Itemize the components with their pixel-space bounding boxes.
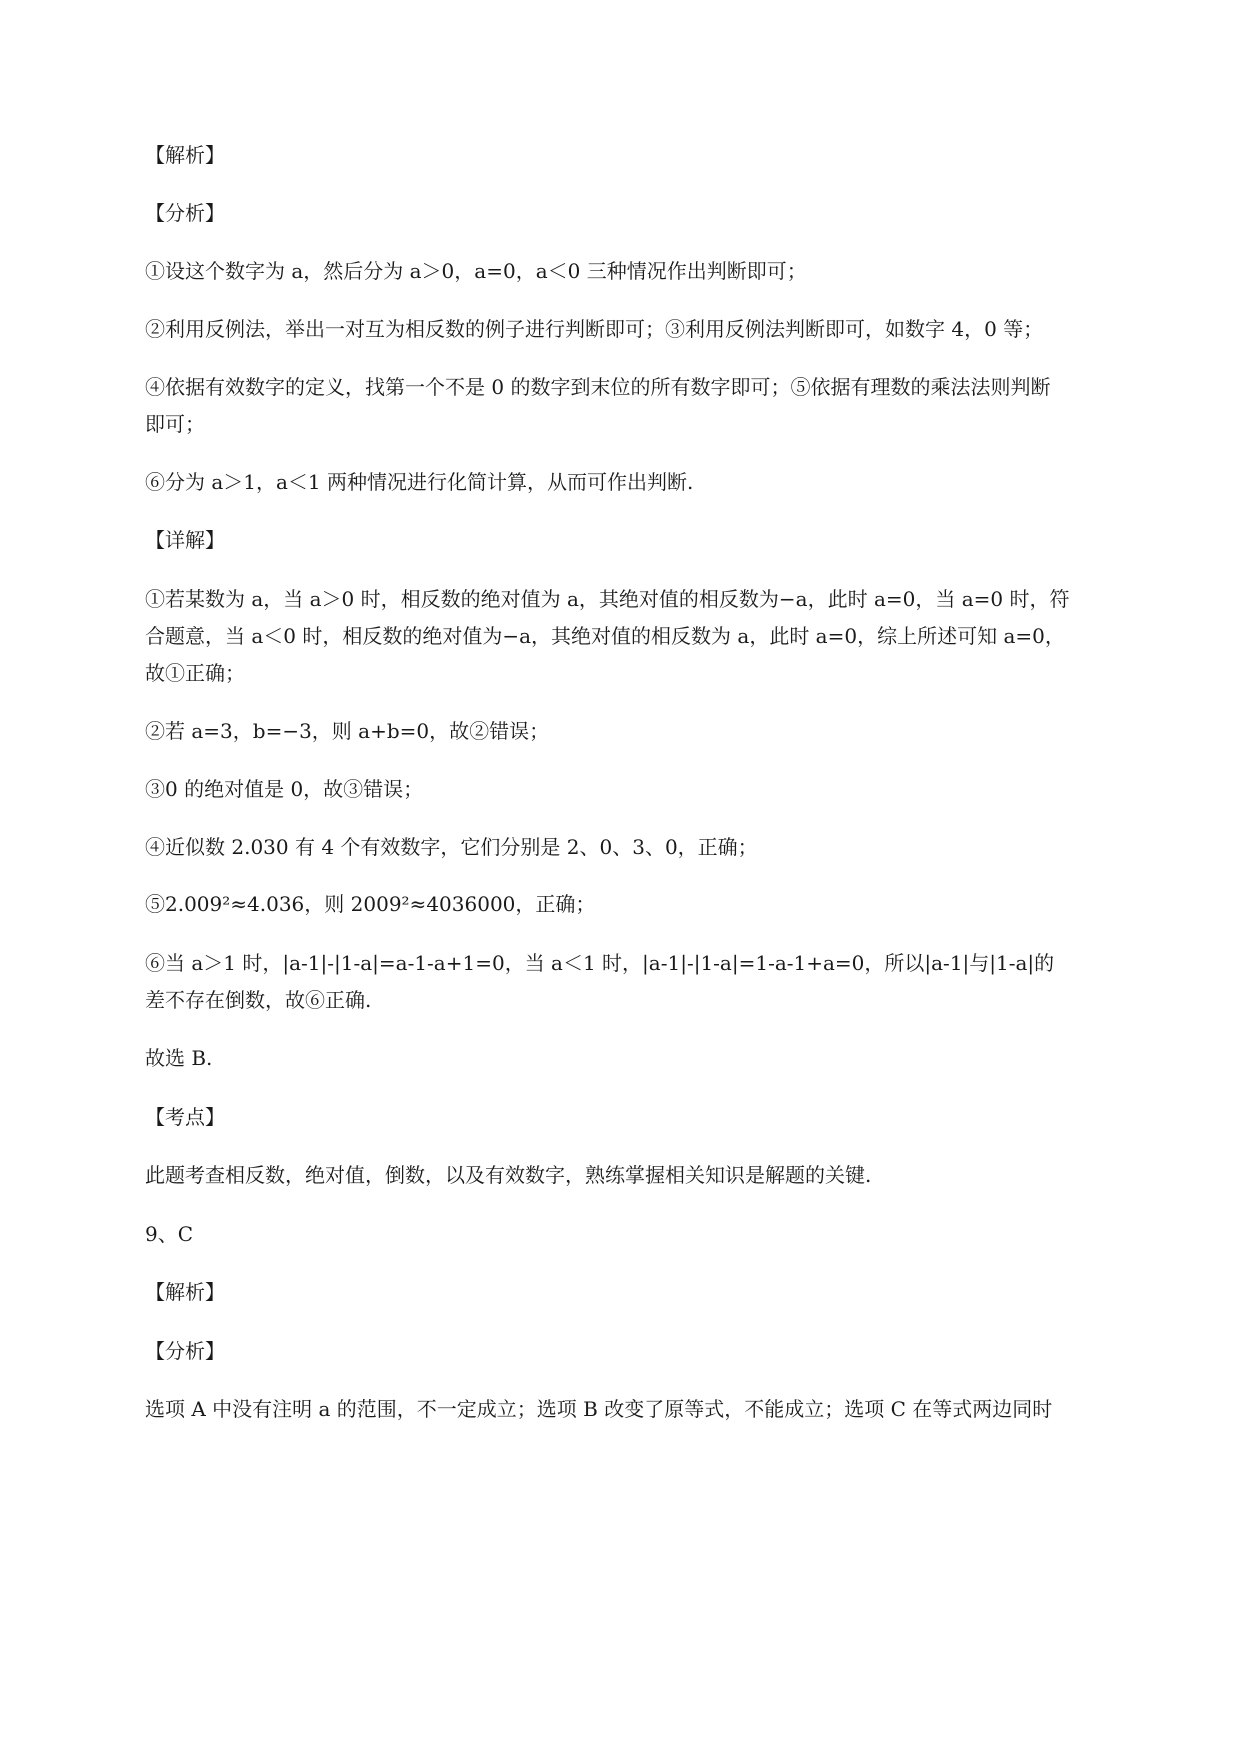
detail-item-1 [145, 581, 1145, 692]
section-heading-xiangjie: 【详解】 [145, 528, 225, 552]
text-line: ①若某数为 a，当 a＞0 时，相反数的绝对值为 a，其绝对值的相反数为−a，此时 a=0，当 a=0 时，符 [145, 587, 1070, 611]
analysis-item-1: ①设这个数字为 a，然后分为 a＞0，a=0，a＜0 三种情况作出判断即可； [145, 259, 807, 283]
analysis-item-6: ⑥分为 a＞1，a＜1 两种情况进行化简计算，从而可作出判断. [145, 470, 694, 494]
detail-item-6 [145, 945, 1145, 1019]
detail-item-5: ⑤2.009²≈4.036，则 2009²≈4036000，正确； [145, 892, 596, 916]
section-heading-jiexi-2: 【解析】 [145, 1280, 225, 1304]
analysis-item-4-5 [145, 369, 1145, 443]
text-line: ⑥当 a＞1 时，|a-1|-|1-a|=a-1-a+1=0，当 a＜1 时，|a-1|-|1-a|=1-a-1+a=0，所以|a-1|与|1-a|的 [145, 951, 1055, 975]
text-line: 差不存在倒数，故⑥正确. [145, 988, 372, 1012]
detail-item-2: ②若 a=3，b=−3，则 a+b=0，故②错误； [145, 719, 550, 743]
detail-item-3: ③0 的绝对值是 0，故③错误； [145, 777, 424, 801]
section-heading-fenxi-2: 【分析】 [145, 1339, 225, 1363]
detail-item-4: ④近似数 2.030 有 4 个有效数字，它们分别是 2、0、3、0，正确； [145, 835, 758, 859]
section-heading-jiexi: 【解析】 [145, 143, 225, 167]
text-line: 故①正确； [145, 661, 245, 685]
text-line: ④依据有效数字的定义，找第一个不是 0 的数字到末位的所有数字即可；⑤依据有理数的乘法法则判断 [145, 375, 1051, 399]
analysis-item-2-3: ②利用反例法，举出一对互为相反数的例子进行判断即可；③利用反例法判断即可，如数字 4，0 等； [145, 317, 1044, 341]
section-heading-fenxi: 【分析】 [145, 201, 225, 225]
kaodian-text: 此题考查相反数，绝对值，倒数，以及有效数字，熟练掌握相关知识是解题的关键. [145, 1163, 872, 1187]
section-heading-kaodian: 【考点】 [145, 1105, 225, 1129]
text-line: 合题意，当 a＜0 时，相反数的绝对值为−a，其绝对值的相反数为 a，此时 a=0，综上所述可知 a=0， [145, 624, 1065, 648]
conclusion: 故选 B. [145, 1046, 213, 1070]
text-line: 即可； [145, 412, 205, 436]
question-9-analysis: 选项 A 中没有注明 a 的范围，不一定成立；选项 B 改变了原等式，不能成立；选项 C 在等式两边同时 [145, 1397, 1053, 1421]
question-9-answer: 9、C [145, 1222, 194, 1246]
